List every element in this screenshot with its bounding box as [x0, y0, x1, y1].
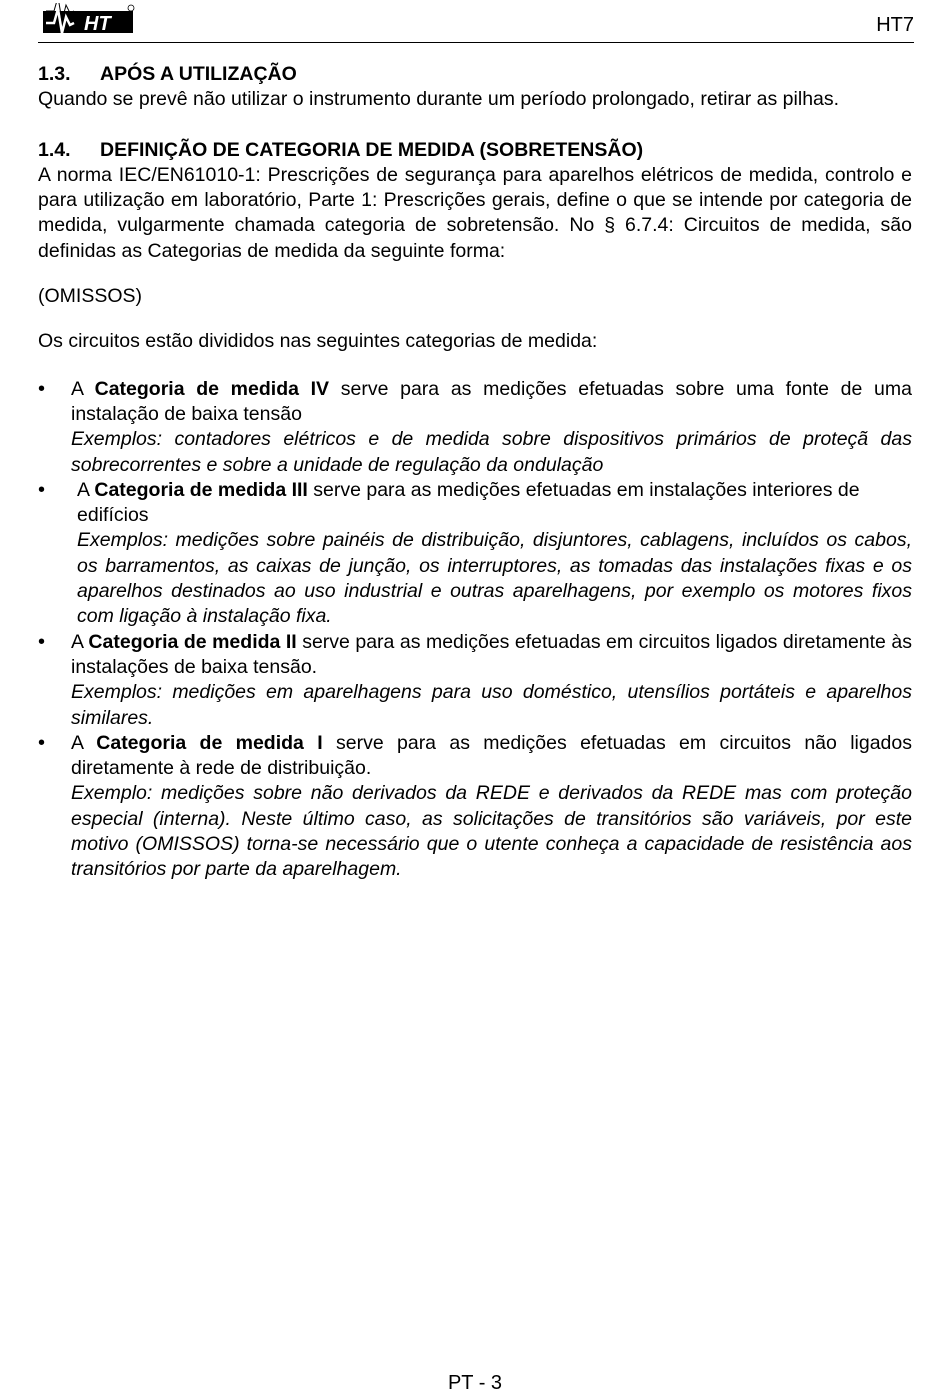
omissos-note: (OMISSOS)	[38, 285, 143, 308]
model-label: HT7	[876, 14, 914, 36]
category-example: Exemplos: medições em aparelhagens para uso doméstico, utensílios portáteis e aparelhos similares.	[71, 681, 912, 729]
category-example: Exemplos: medições sobre painéis de distribuição, disjuntores, cablagens, incluídos os cabos, os barramentos, as caixas de junção, os interruptores, as tomadas das instalações fixas e os aparelhos destinados ao uso industrial e outras aparelhagens, por exemplo os motores fixos com ligação à instalação fixa.	[77, 529, 912, 628]
categories-intro: Os circuitos estão divididos nas seguintes categorias de medida:	[38, 330, 598, 353]
category-name: Categoria de medida I	[96, 731, 323, 754]
list-item	[38, 731, 912, 883]
category-name: Categoria de medida III	[94, 478, 308, 501]
ht-logo	[40, 3, 136, 37]
category-description: • A Categoria de medida IV serve para as medições efetuadas sobre uma fonte de uma instalação de baixa tensão	[71, 377, 912, 425]
category-list	[38, 377, 912, 883]
section-1-4-text: A norma IEC/EN61010-1: Prescrições de segurança para aparelhos elétricos de medida, controlo e para utilização em laboratório, Parte 1: Prescrições gerais, define o que se intende por categoria de medida, vulgarmente chamada categoria de sobretensão. No § 6.7.4: Circuitos de medida, são definidas as Categorias de medida da seguinte forma:	[38, 163, 912, 262]
document-body	[38, 62, 912, 883]
list-item	[38, 630, 912, 731]
section-heading-1-3: 1.3. APÓS A UTILIZAÇÃO	[38, 63, 297, 85]
section-heading-1-4: 1.4. DEFINIÇÃO DE CATEGORIA DE MEDIDA (SOBRETENSÃO)	[38, 138, 644, 161]
category-example: Exemplo: medições sobre não derivados da REDE e derivados da REDE mas com proteção especial (interna). Neste último caso, as solicitações de transitórios são variáveis, por este motivo (OMISSOS) torna-se necessário que o utente conheça a capacidade de resistência aos transitórios por parte da aparelhagem.	[71, 782, 912, 881]
category-name: Categoria de medida II	[88, 630, 297, 653]
page-header	[38, 0, 914, 43]
list-item	[38, 377, 912, 478]
category-description: • A Categoria de medida I serve para as medições efetuadas em circuitos não ligados diretamente à rede de distribuição.	[71, 731, 912, 780]
category-description: • A Categoria de medida II serve para as medições efetuadas em circuitos ligados diretamente às instalações de baixa tensão.	[71, 630, 912, 678]
section-1-3-text: Quando se prevê não utilizar o instrumento durante um período prolongado, retirar as pilhas.	[38, 88, 840, 111]
category-name: Categoria de medida IV	[94, 377, 330, 400]
svg-text:HT: HT	[84, 13, 111, 35]
page-number: PT - 3	[447, 1372, 503, 1394]
category-example: Exemplos: contadores elétricos e de medida sobre dispositivos primários de proteçã das sobrecorrentes e sobre a unidade de regulação da ondulação	[71, 428, 912, 476]
list-item	[38, 478, 912, 630]
category-description: • A Categoria de medida III serve para as medições efetuadas em instalações interiores de edifícios	[77, 478, 860, 527]
